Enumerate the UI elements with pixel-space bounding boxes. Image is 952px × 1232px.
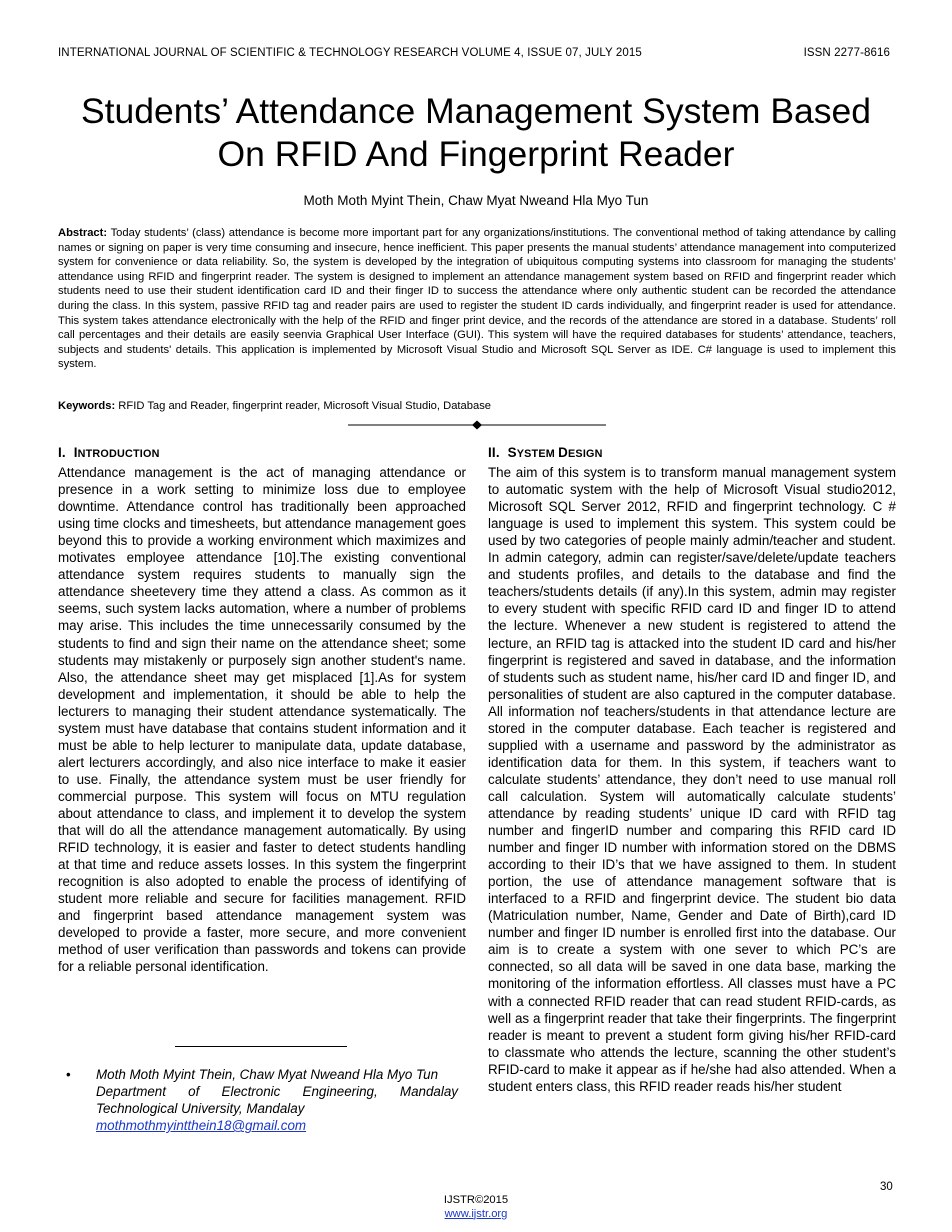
paper-title <box>40 90 912 176</box>
title-line-2: On RFID And Fingerprint Reader <box>217 134 735 174</box>
footnote-department: Department of Electronic Engineering, Mandalay Technological University, Mandalay <box>96 1084 458 1116</box>
footnote-rule <box>175 1046 347 1047</box>
right-column <box>488 444 896 1095</box>
title-line-1: Students’ Attendance Management System Based <box>80 91 872 131</box>
keywords <box>58 399 896 413</box>
running-header <box>58 47 890 59</box>
author-list: Moth Moth Myint Thein, Chaw Myat Nweand Hla Myo Tun <box>303 193 649 208</box>
footer-copyright: IJSTR©2015 <box>443 1194 509 1206</box>
section-heading-introduction: I. INTRODUCTION <box>58 445 160 460</box>
abstract <box>58 226 896 372</box>
page-number: 30 <box>880 1181 893 1193</box>
section-heading-system-design: II. SYSTEM DESIGN <box>488 445 603 460</box>
footer-website-link[interactable]: www.ijstr.org <box>444 1207 508 1220</box>
introduction-body: Attendance management is the act of managing attendance or presence in a work setting to minimize loss due to employee downtime. Attendance control has traditionally been approached using time clocks and timesheets, but attendance management goes beyond this to provide a working environment which maximizes and motivates employee attendance [10].The existing conventional attendance system requires students to manually sign the attendance sheetevery time they attend a class. As common as it seems, such system lacks automation, where a number of problems may arise. This includes the time unnecessarily consumed by the students to find and sign their name on the attendance sheet; some students may mistakenly or purposely sign another student's name. Also, the attendance sheet may get misplaced [1].As for system development and implementation, it should be able to help the lecturers to managing their student attendance systematically. The system must have database that contains student information and it must be able to help lecturer to manipulate data, update database, alert lecturers accordingly, and also nice interface to make it easier to use. Finally, the attendance system must be user friendly for commercial purpose. This system will focus on MTU regulation about attendance to class, and implement it to develop the system that will do all the attendance management automatically. By using RFID technology, it is easier and faster to detect students handling at that time and reduce assets losses. In this system the fingerprint recognition is also adopted to enable the process of identifying of student more reliable and secure for facilities management. RFID and fingerprint based attendance management system was developed to provide a faster, more secure, and more convenient method of user verification than passwords and tokens can provide for a reliable personal identification. <box>58 465 466 975</box>
left-column <box>58 444 466 975</box>
journal-name: INTERNATIONAL JOURNAL OF SCIENTIFIC & TECHNOLOGY RESEARCH VOLUME 4, ISSUE 07, JULY 2015 <box>58 47 642 59</box>
bullet-icon: • <box>66 1067 71 1082</box>
issn: ISSN 2277-8616 <box>803 47 890 59</box>
author-footnote <box>66 1066 458 1134</box>
keywords-label: Keywords: <box>58 400 116 412</box>
footnote-authors: Moth Moth Myint Thein, Chaw Myat Nweand Hla Myo Tun <box>96 1067 439 1082</box>
abstract-label: Abstract: <box>58 227 108 239</box>
author-email-link[interactable]: mothmothmyintthein18@gmail.com <box>96 1118 307 1133</box>
abstract-text: Today students’ (class) attendance is become more important part for any organizations/institutions. The conventional method of taking attendance by calling names or signing on paper is very time consuming and insecure, hence inefficient. This paper presents the manual students’ attendance management into computerized system for convenience or data reliability. So, the system is developed by the integration of ubiquitous computing systems into classroom for managing the students’ attendance using RFID and fingerprint reader. The system is designed to implement an attendance management system based on RFID and fingerprint reader which students need to use their student identification card ID and their finger ID to success the attendance where only authentic student can be recorded the attendance during the class. In this system, passive RFID tag and reader pairs are used to register the student ID cards individually, and fingerprint reader is used for attendance. This system takes attendance electronically with the help of the RFID and finger print device, and the records of the attendance are stored in a database. Students’ roll call percentages and their details are easily seenvia Graphical User Interface (GUI). This system will have the required databases for students’ attendance, teachers, subjects and students' details. This application is implemented by Microsoft Visual Studio and Microsoft SQL Server as IDE. C# language is used to implement this system. <box>58 227 896 371</box>
keywords-text: RFID Tag and Reader, fingerprint reader, Microsoft Visual Studio, Database <box>115 400 492 412</box>
page-footer <box>0 1194 952 1221</box>
section-divider <box>348 420 606 430</box>
system-design-body: The aim of this system is to transform manual management system to automatic system with the help of Microsoft Visual studio2012, Microsoft SQL Server 2012, RFID and fingerprint technology. C # language is used to implement this system. This system could be used by two categories of people mainly admin/teacher and student. In admin category, admin can register/save/delete/update teachers and students profiles, and details to the database and find the teachers/students details (if any).In this system, admin may register to every student with specific RFID card ID and finger ID to attend the lecture. Whenever a new student is registered to attend the lecture, an RFID tag is attacked into the student ID card and his/her fingerprint is registered and saved in database, and the information of students such as student name, his/her card ID and finger ID, and personalities of student are also captured in the computer database. All information nof teachers/students in that attendance lecture are stored in the computer database. Each teacher is registered and supplied with a username and password by the administrator as identification data for them. In this system, if teachers want to calculate students’ attendance, they don’t need to use manual roll call calculation. System will automatically calculate students’ attendance by reading students’ unique ID card with RFID tag number and fingerID number and comparing this RFID card ID number and finger ID number with information stored on the DBMS according to their ID’s that we have assigned to them. In student portion, the use of attendance management software that is interfaced to a RFID and fingerprint device. The student bio data (Matriculation number, Name, Gender and Date of Birth),card ID number and finger ID number is enrolled first into the database. Our aim is to create a system with one sever to which PC’s are connected, so all data will be saved in one data base, marking the monitoring of the information effortless. All classes must have a PC with a connected RFID reader that can read student RFID-cards, as well as a fingerprint reader that take their fingerprints. The fingerprint reader is meant to prevent a student form giving his/her RFID-card to classmate who attends the lecture, scanning the other student’s RFID-card to make it appear as if he/she had also attended. When a student enters class, this RFID reader reads his/her student <box>488 465 896 1094</box>
